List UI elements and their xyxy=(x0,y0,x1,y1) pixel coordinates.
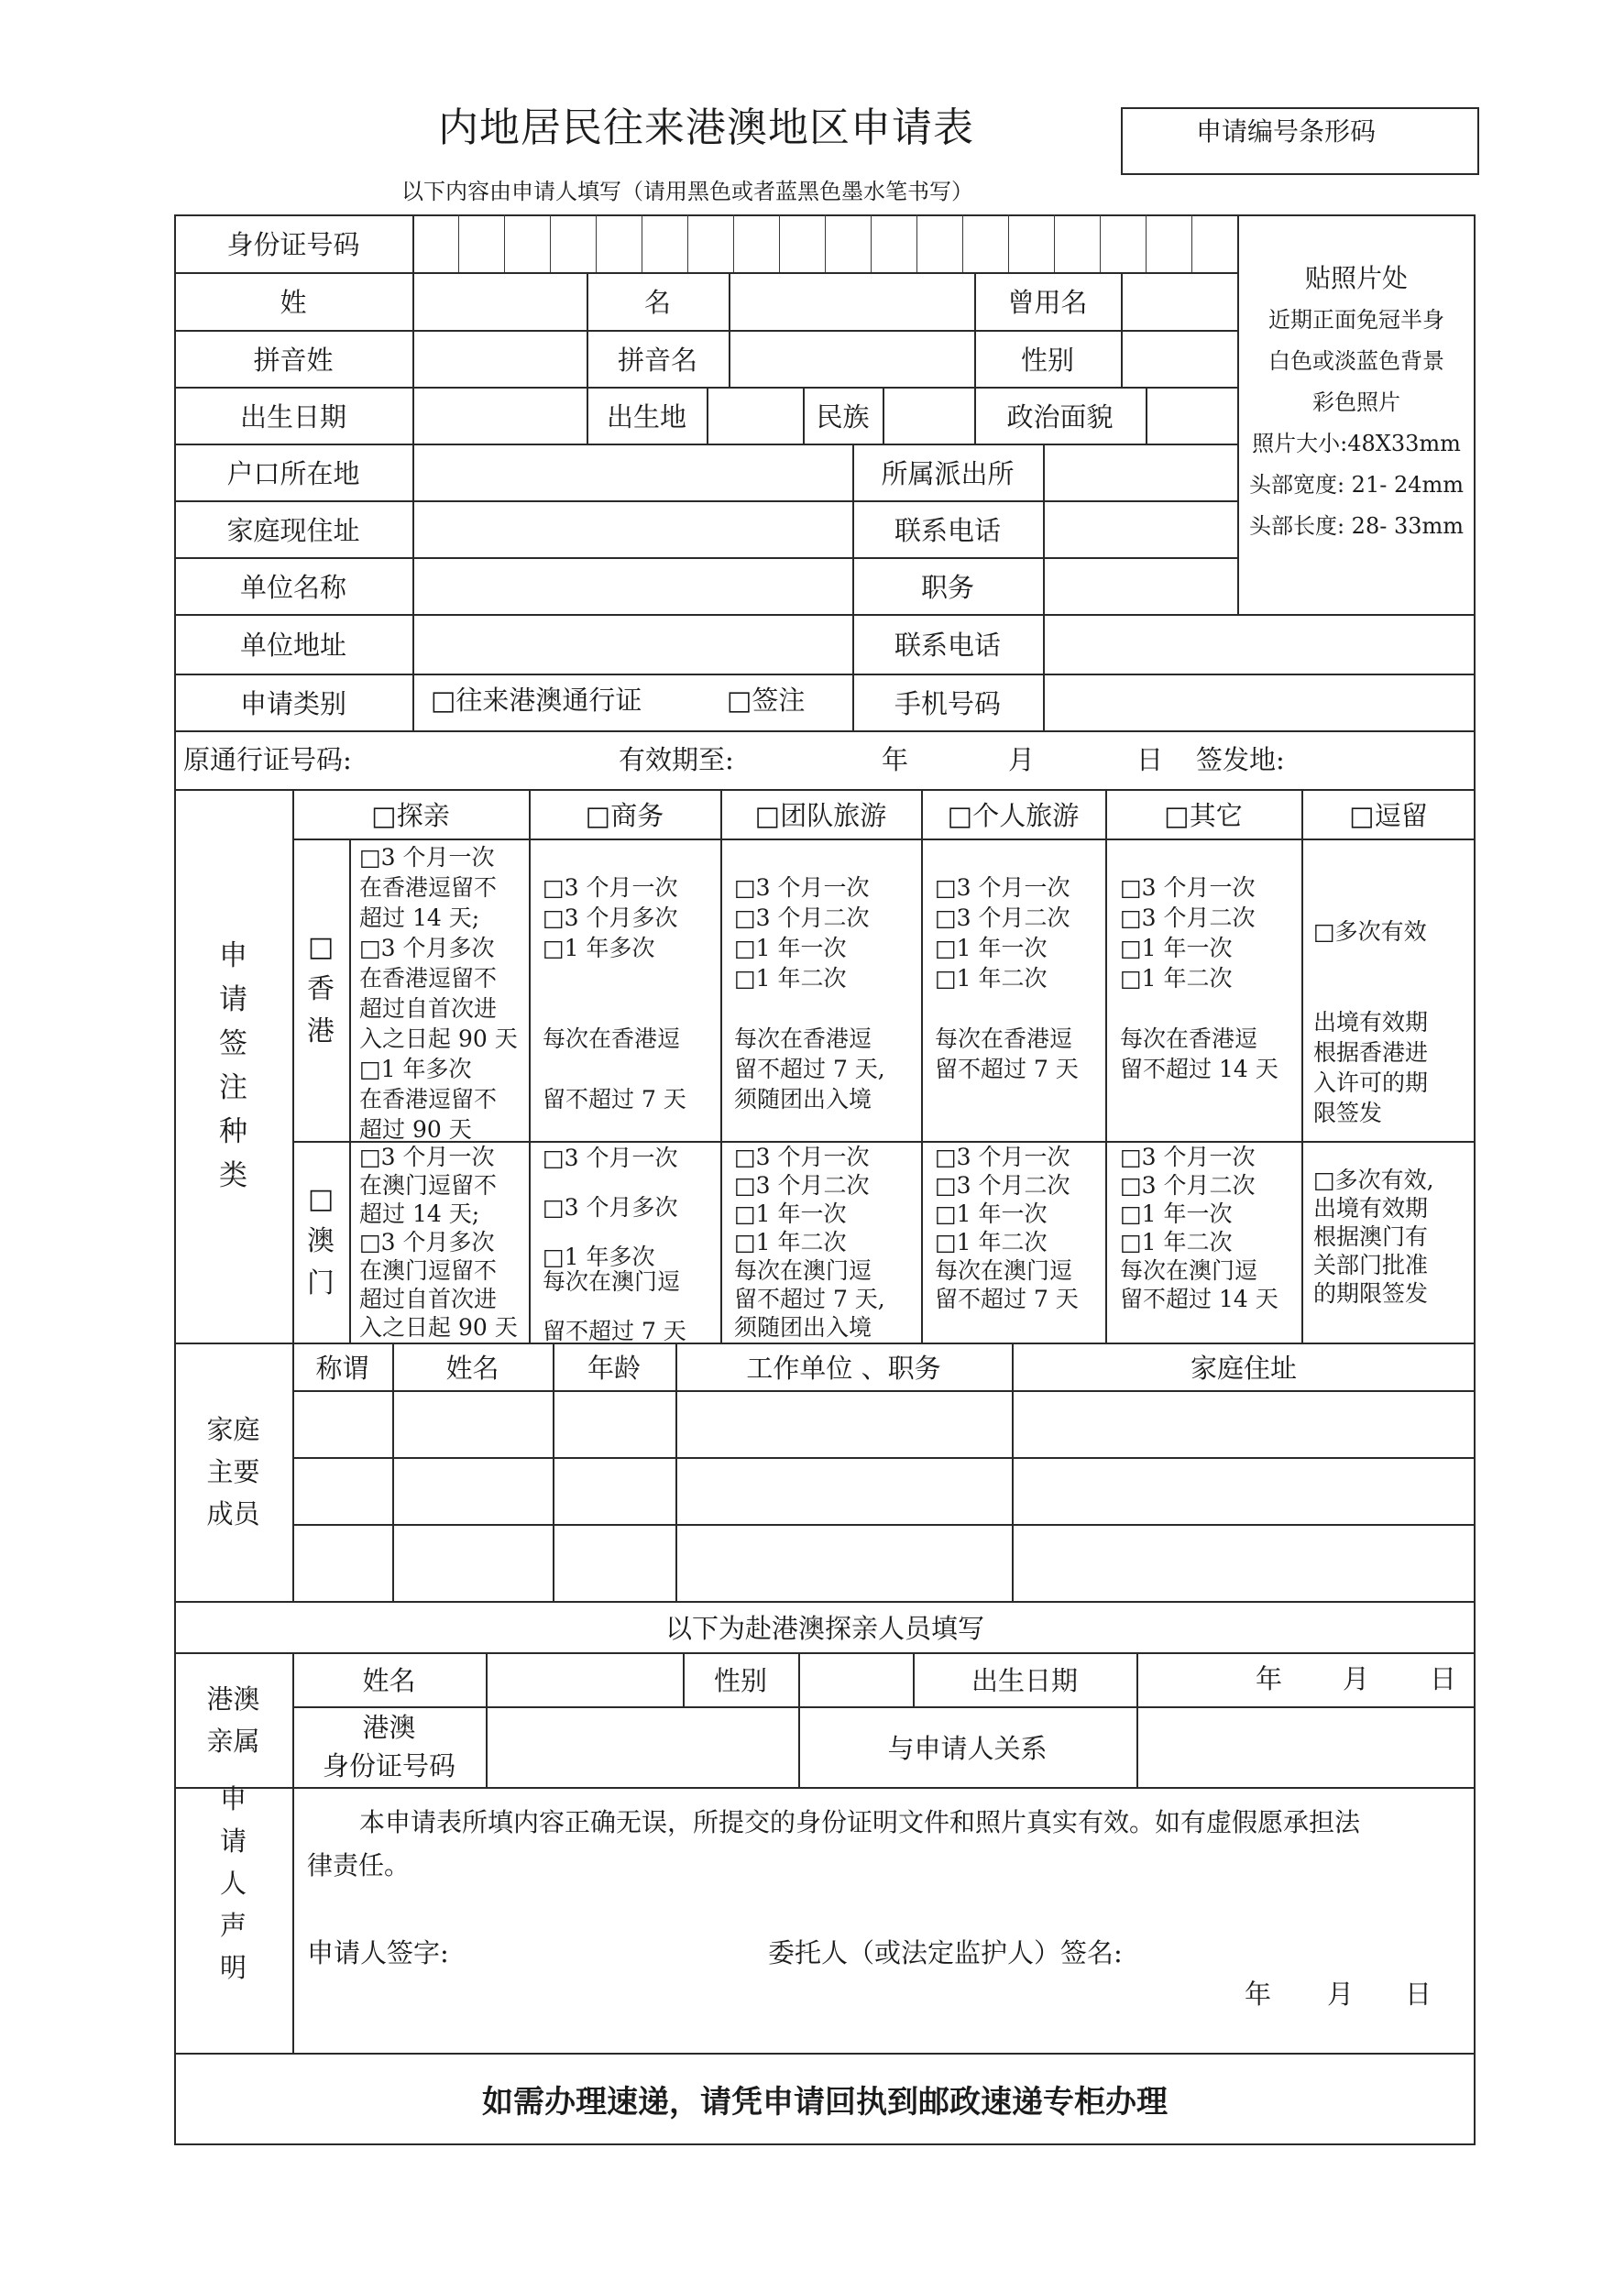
label-char: 种 xyxy=(219,1115,247,1148)
fill-instruction: 以下内容由申请人填写（请用黑色或者蓝黑色墨水笔书写） xyxy=(401,179,973,204)
label-id-number: 身份证号码 xyxy=(226,229,360,260)
label-line: 家庭 xyxy=(206,1414,260,1445)
police-station-field[interactable] xyxy=(1045,445,1235,499)
declaration-text-line2: 律责任。 xyxy=(307,1850,411,1880)
label-agent-signature: 委托人（或法定监护人）签名: xyxy=(768,1937,1123,1968)
hukou-address-field[interactable] xyxy=(414,445,850,499)
id-digit-cell[interactable] xyxy=(1008,214,1054,272)
label-relative-birth-date: 出生日期 xyxy=(971,1665,1078,1696)
label-char: 申 xyxy=(219,1783,247,1814)
label-application-type: 申请类别 xyxy=(239,687,346,719)
label-mobile: 手机号码 xyxy=(894,687,1001,719)
label-relationship: 与申请人关系 xyxy=(887,1732,1048,1764)
region-hongkong[interactable] xyxy=(292,839,349,1141)
id-digit-cell[interactable] xyxy=(1100,214,1146,272)
label-char: 明 xyxy=(219,1952,247,1983)
relative-name-field[interactable] xyxy=(488,1654,681,1705)
label-month: 月 xyxy=(1343,1663,1370,1694)
barcode-box xyxy=(1121,107,1479,175)
id-digit-cell[interactable] xyxy=(1054,214,1100,272)
col-home-address: 家庭住址 xyxy=(1190,1352,1297,1384)
label-line: 港澳 xyxy=(362,1712,416,1743)
label-day: 日 xyxy=(1136,744,1164,775)
id-digit-cell[interactable] xyxy=(687,214,733,272)
hk-family-options[interactable]: □3 个月一次 在香港逗留不 超过 14 天; □3 个月多次 在香港逗留不 超过自首次进 入之日起 90 天 □1 年多次 在香港逗留不 超过 90 天 xyxy=(359,844,518,1143)
family-relation-field[interactable] xyxy=(294,1526,390,1599)
photo-line: 头部宽度: 21- 24mm xyxy=(1248,472,1465,498)
checkbox-individual-tour[interactable]: □个人旅游 xyxy=(947,799,1080,831)
label-birth-place: 出生地 xyxy=(606,400,686,433)
label-char: 澳 xyxy=(307,1225,335,1257)
id-digit-cell[interactable] xyxy=(916,214,962,272)
hk-group-options[interactable]: □3 个月一次 □3 个月二次 □1 年一次 □1 年二次 每次在香港逗 留不超过 7 天, 须随团出入境 xyxy=(734,874,885,1113)
label-surname: 姓 xyxy=(280,287,307,318)
family-employer-position-field[interactable] xyxy=(677,1459,1010,1522)
label-position: 职务 xyxy=(920,571,974,603)
label-char: 请 xyxy=(219,983,247,1016)
family-name-field[interactable] xyxy=(394,1526,551,1599)
label-home-address: 家庭现住址 xyxy=(226,514,360,546)
photo-line: 彩色照片 xyxy=(1312,389,1400,415)
label-relative-name: 姓名 xyxy=(362,1665,416,1696)
relatives-note: 以下为赴港澳探亲人员填写 xyxy=(664,1612,984,1644)
label-char: 请 xyxy=(219,1825,247,1857)
label-issue-place: 签发地: xyxy=(1196,744,1285,775)
photo-line: 照片大小:48X33mm xyxy=(1252,431,1461,456)
label-pinyin-given: 拼音名 xyxy=(617,344,697,376)
phone-2-field[interactable] xyxy=(1045,616,1474,672)
label-birth-date: 出生日期 xyxy=(239,400,346,433)
label-police-station: 所属派出所 xyxy=(881,457,1015,489)
id-digit-cell[interactable] xyxy=(962,214,1008,272)
col-employer-position: 工作单位 、职务 xyxy=(746,1352,941,1384)
mo-family-options[interactable]: □3 个月一次 在澳门逗留不 超过 14 天; □3 个月多次 在澳门逗留不 超过自首次进 入之日起 90 天 xyxy=(359,1144,518,1341)
birth-date-field[interactable] xyxy=(414,389,585,442)
id-digit-cell[interactable] xyxy=(1191,214,1237,272)
id-digit-cell[interactable] xyxy=(504,214,550,272)
employer-field[interactable] xyxy=(414,559,850,612)
checkbox-other[interactable]: □其它 xyxy=(1164,799,1243,831)
label-month: 月 xyxy=(1008,744,1036,775)
col-name: 姓名 xyxy=(445,1352,499,1384)
pinyin-surname-field[interactable] xyxy=(414,332,585,385)
mo-business-options[interactable]: □3 个月一次 □3 个月多次 □1 年多次 每次在澳门逗 留不超过 7 天 xyxy=(543,1145,686,1344)
label-char: 港 xyxy=(307,1015,335,1047)
photo-line: 近期正面免冠半身 xyxy=(1268,307,1444,333)
family-age-field[interactable] xyxy=(554,1526,674,1599)
birth-place-field[interactable] xyxy=(708,389,801,442)
form-title: 内地居民往来港澳地区申请表 xyxy=(438,104,974,151)
checkbox-hongkong[interactable]: □ xyxy=(307,931,335,963)
position-field[interactable] xyxy=(1045,559,1235,612)
mobile-field[interactable] xyxy=(1045,675,1474,729)
family-home-address-field[interactable] xyxy=(1014,1526,1474,1599)
hk-individual-options[interactable]: □3 个月一次 □3 个月二次 □1 年一次 □1 年二次 每次在香港逗 留不超过 7 天 xyxy=(935,874,1079,1082)
label-given-name: 名 xyxy=(643,287,671,318)
family-relation-field[interactable] xyxy=(294,1459,390,1522)
id-digit-cell[interactable] xyxy=(871,214,916,272)
endorsement-section-label xyxy=(174,789,292,1343)
label-hukou-address: 户口所在地 xyxy=(226,457,360,489)
employer-address-field[interactable] xyxy=(414,616,850,672)
barcode-label: 申请编号条形码 xyxy=(1196,116,1377,147)
label-relative-gender: 性别 xyxy=(713,1665,767,1696)
label-applicant-signature: 申请人签字: xyxy=(307,1937,449,1968)
label-gender: 性别 xyxy=(1020,344,1074,376)
id-digit-cell[interactable] xyxy=(596,214,642,272)
ethnicity-field[interactable] xyxy=(884,389,972,442)
label-phone: 联系电话 xyxy=(894,514,1001,546)
family-name-field[interactable] xyxy=(394,1459,551,1522)
label-char: 签 xyxy=(219,1027,247,1060)
label-relative-id xyxy=(292,1706,486,1787)
label-pinyin-surname: 拼音姓 xyxy=(253,344,334,376)
family-home-address-field[interactable] xyxy=(1014,1392,1474,1455)
family-name-field[interactable] xyxy=(394,1392,551,1455)
checkbox-business[interactable]: □商务 xyxy=(585,799,664,831)
mo-group-options[interactable]: □3 个月一次 □3 个月二次 □1 年一次 □1 年二次 每次在澳门逗 留不超过 7 天, 须随团出入境 xyxy=(734,1144,885,1341)
label-char: 香 xyxy=(307,973,335,1005)
label-political-status: 政治面貌 xyxy=(1006,400,1114,433)
label-employer: 单位名称 xyxy=(239,571,346,603)
checkbox-stay[interactable]: □逗留 xyxy=(1349,799,1428,831)
label-employer-address: 单位地址 xyxy=(239,630,346,661)
given-name-field[interactable] xyxy=(730,274,972,328)
label-year: 年 xyxy=(1245,1979,1272,2010)
label-char: 申 xyxy=(219,939,247,972)
photo-line: 头部长度: 28- 33mm xyxy=(1248,513,1465,539)
label-year: 年 xyxy=(1256,1663,1283,1694)
family-home-address-field[interactable] xyxy=(1014,1459,1474,1522)
label-ethnicity: 民族 xyxy=(816,400,870,433)
hk-business-options[interactable]: □3 个月一次 □3 个月多次 □1 年多次 每次在香港逗 留不超过 7 天 xyxy=(543,874,686,1113)
family-section-label xyxy=(174,1343,292,1601)
hk-other-options[interactable]: □3 个月一次 □3 个月二次 □1 年一次 □1 年二次 每次在香港逗 留不超过 14 天 xyxy=(1120,874,1278,1082)
applicant-signature-field[interactable] xyxy=(458,1924,733,1970)
political-status-field[interactable] xyxy=(1147,389,1235,442)
id-digit-cell[interactable] xyxy=(1146,214,1191,272)
label-former-name: 曾用名 xyxy=(1007,287,1088,318)
relatives-section-label xyxy=(174,1652,292,1787)
photo-line: 白色或淡蓝色背景 xyxy=(1268,348,1444,374)
label-day: 日 xyxy=(1430,1663,1457,1694)
id-digit-cell[interactable] xyxy=(550,214,596,272)
checkbox-group-tour[interactable]: □团队旅游 xyxy=(754,799,887,831)
hk-stay-options[interactable]: □多次有效 出境有效期 根据香港进 入许可的期 限签发 xyxy=(1313,918,1429,1126)
express-delivery-note: 如需办理速递，请凭申请回执到邮政速递专柜办理 xyxy=(482,2084,1168,2121)
label-line: 成员 xyxy=(206,1498,260,1529)
id-digit-cell[interactable] xyxy=(733,214,779,272)
photo-area xyxy=(1239,216,1474,612)
label-phone-2: 联系电话 xyxy=(894,630,1001,661)
label-char: 人 xyxy=(219,1868,247,1899)
family-age-field[interactable] xyxy=(554,1392,674,1455)
agent-signature-field[interactable] xyxy=(1155,1924,1457,1970)
mo-other-options[interactable]: □3 个月一次 □3 个月二次 □1 年一次 □1 年二次 每次在澳门逗 留不超过 14 天 xyxy=(1120,1144,1278,1312)
home-address-field[interactable] xyxy=(414,502,850,555)
checkbox-visit-family[interactable]: □探亲 xyxy=(371,799,450,831)
label-line: 身份证号码 xyxy=(322,1750,455,1781)
label-valid-until: 有效期至: xyxy=(619,744,734,775)
surname-field[interactable] xyxy=(414,274,585,328)
label-month: 月 xyxy=(1327,1979,1355,2010)
label-line: 港澳 xyxy=(206,1683,260,1715)
declaration-text-line1: 本申请表所填内容正确无误，所提交的身份证明文件和照片真实有效。如有虚假愿承担法 xyxy=(359,1807,1361,1837)
gender-field[interactable] xyxy=(1123,332,1235,385)
relative-gender-field[interactable] xyxy=(800,1654,911,1705)
label-line: 亲属 xyxy=(206,1725,260,1757)
family-relation-field[interactable] xyxy=(294,1392,390,1455)
mo-individual-options[interactable]: □3 个月一次 □3 个月二次 □1 年一次 □1 年二次 每次在澳门逗 留不超过 7 天 xyxy=(935,1144,1079,1312)
pinyin-given-field[interactable] xyxy=(730,332,972,385)
relative-id-field[interactable] xyxy=(488,1708,796,1785)
label-char: 门 xyxy=(307,1267,335,1299)
col-age: 年龄 xyxy=(587,1352,641,1384)
id-digit-cell[interactable] xyxy=(779,214,825,272)
label-char: 声 xyxy=(219,1910,247,1941)
former-name-field[interactable] xyxy=(1123,274,1235,328)
photo-title: 贴照片处 xyxy=(1304,263,1408,293)
checkbox-permit[interactable]: □往来港澳通行证 xyxy=(431,685,642,716)
mo-stay-options[interactable]: □多次有效, 出境有效期 根据澳门有 关部门批准 的期限签发 xyxy=(1313,1167,1434,1307)
label-year: 年 xyxy=(882,744,909,775)
label-char: 类 xyxy=(219,1159,247,1192)
checkbox-macau[interactable]: □ xyxy=(307,1183,335,1215)
family-age-field[interactable] xyxy=(554,1459,674,1522)
label-line: 主要 xyxy=(206,1456,260,1487)
checkbox-endorsement[interactable]: □签注 xyxy=(727,685,806,716)
region-macau[interactable] xyxy=(292,1141,349,1343)
id-digit-cell[interactable] xyxy=(642,214,687,272)
id-digit-cell[interactable] xyxy=(412,214,458,272)
family-employer-position-field[interactable] xyxy=(677,1526,1010,1599)
label-day: 日 xyxy=(1405,1979,1432,2010)
label-previous-permit: 原通行证号码: xyxy=(183,744,352,775)
relationship-field[interactable] xyxy=(1138,1708,1474,1785)
id-digit-cell[interactable] xyxy=(825,214,871,272)
declaration-section-label xyxy=(174,1783,292,1983)
id-digit-cell[interactable] xyxy=(458,214,504,272)
family-employer-position-field[interactable] xyxy=(677,1392,1010,1455)
col-relation: 称谓 xyxy=(315,1352,369,1384)
label-char: 注 xyxy=(219,1071,247,1104)
phone-field[interactable] xyxy=(1045,502,1235,555)
